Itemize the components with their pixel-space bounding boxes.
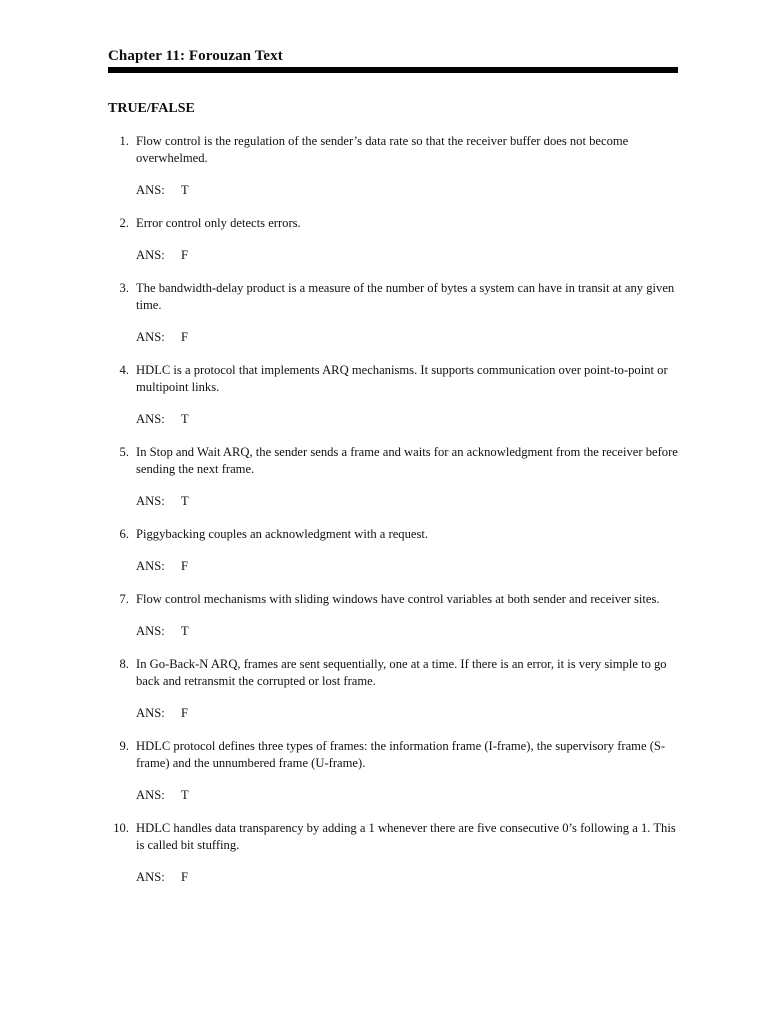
question-item (108, 820, 680, 886)
question-item (108, 133, 680, 199)
answer-label: ANS: (136, 788, 165, 802)
question-number: 1. (119, 134, 129, 148)
question-item (108, 444, 680, 510)
answer-label: ANS: (136, 183, 165, 197)
question-number: 2. (119, 216, 129, 230)
answer-label: ANS: (136, 559, 165, 573)
section-heading: TRUE/FALSE (108, 101, 195, 116)
answer-line (136, 705, 680, 722)
page-title: Chapter 11: Forouzan Text (108, 48, 283, 64)
answer-value: F (181, 330, 189, 344)
question-number: 10. (113, 821, 129, 835)
answer-line (136, 182, 680, 199)
question-item (108, 591, 680, 640)
question-number: 3. (119, 281, 129, 295)
question-text: Flow control mechanisms with sliding windows have control variables at both sender and receiver sites. (136, 592, 660, 606)
answer-label: ANS: (136, 494, 165, 508)
answer-value: T (181, 624, 189, 638)
question-text: Flow control is the regulation of the sender’s data rate so that the receiver buffer does not become overwhelmed. (136, 134, 629, 165)
question-list (108, 133, 680, 902)
answer-value: F (181, 706, 189, 720)
answer-value: T (181, 183, 189, 197)
answer-line (136, 329, 680, 346)
answer-line (136, 558, 680, 575)
answer-line (136, 623, 680, 640)
question-text: Error control only detects errors. (136, 216, 301, 230)
answer-value: F (181, 559, 189, 573)
question-item (108, 215, 680, 264)
answer-value: F (181, 248, 189, 262)
answer-label: ANS: (136, 870, 165, 884)
answer-line (136, 247, 680, 264)
answer-value: T (181, 494, 189, 508)
question-number: 8. (119, 657, 129, 671)
answer-line (136, 869, 680, 886)
question-text: HDLC handles data transparency by adding a 1 whenever there are five consecutive 0’s following a 1. This is called bit stuffing. (136, 821, 676, 852)
answer-label: ANS: (136, 624, 165, 638)
question-item (108, 526, 680, 575)
question-item (108, 738, 680, 804)
answer-label: ANS: (136, 248, 165, 262)
question-item (108, 362, 680, 428)
answer-line (136, 787, 680, 804)
question-number: 9. (119, 739, 129, 753)
question-text: The bandwidth-delay product is a measure of the number of bytes a system can have in transit at any given time. (136, 281, 675, 312)
question-text: HDLC protocol defines three types of frames: the information frame (I-frame), the supervisory frame (S-frame) and the unnumbered frame (U-frame). (136, 739, 666, 770)
question-number: 7. (119, 592, 129, 606)
answer-label: ANS: (136, 706, 165, 720)
answer-line (136, 493, 680, 510)
question-item (108, 656, 680, 722)
answer-value: T (181, 788, 189, 802)
question-text: In Go-Back-N ARQ, frames are sent sequentially, one at a time. If there is an error, it is very simple to go back and retransmit the corrupted or lost frame. (136, 657, 667, 688)
answer-label: ANS: (136, 330, 165, 344)
answer-value: T (181, 412, 189, 426)
question-number: 5. (119, 445, 129, 459)
question-number: 6. (119, 527, 129, 541)
question-text: HDLC is a protocol that implements ARQ mechanisms. It supports communication over point-to-point or multipoint links. (136, 363, 668, 394)
answer-line (136, 411, 680, 428)
answer-value: F (181, 870, 189, 884)
answer-label: ANS: (136, 412, 165, 426)
question-item (108, 280, 680, 346)
header-divider (108, 67, 678, 73)
question-number: 4. (119, 363, 129, 377)
question-text: Piggybacking couples an acknowledgment with a request. (136, 527, 429, 541)
question-text: In Stop and Wait ARQ, the sender sends a frame and waits for an acknowledgment from the receiver before sending the next frame. (136, 445, 678, 476)
